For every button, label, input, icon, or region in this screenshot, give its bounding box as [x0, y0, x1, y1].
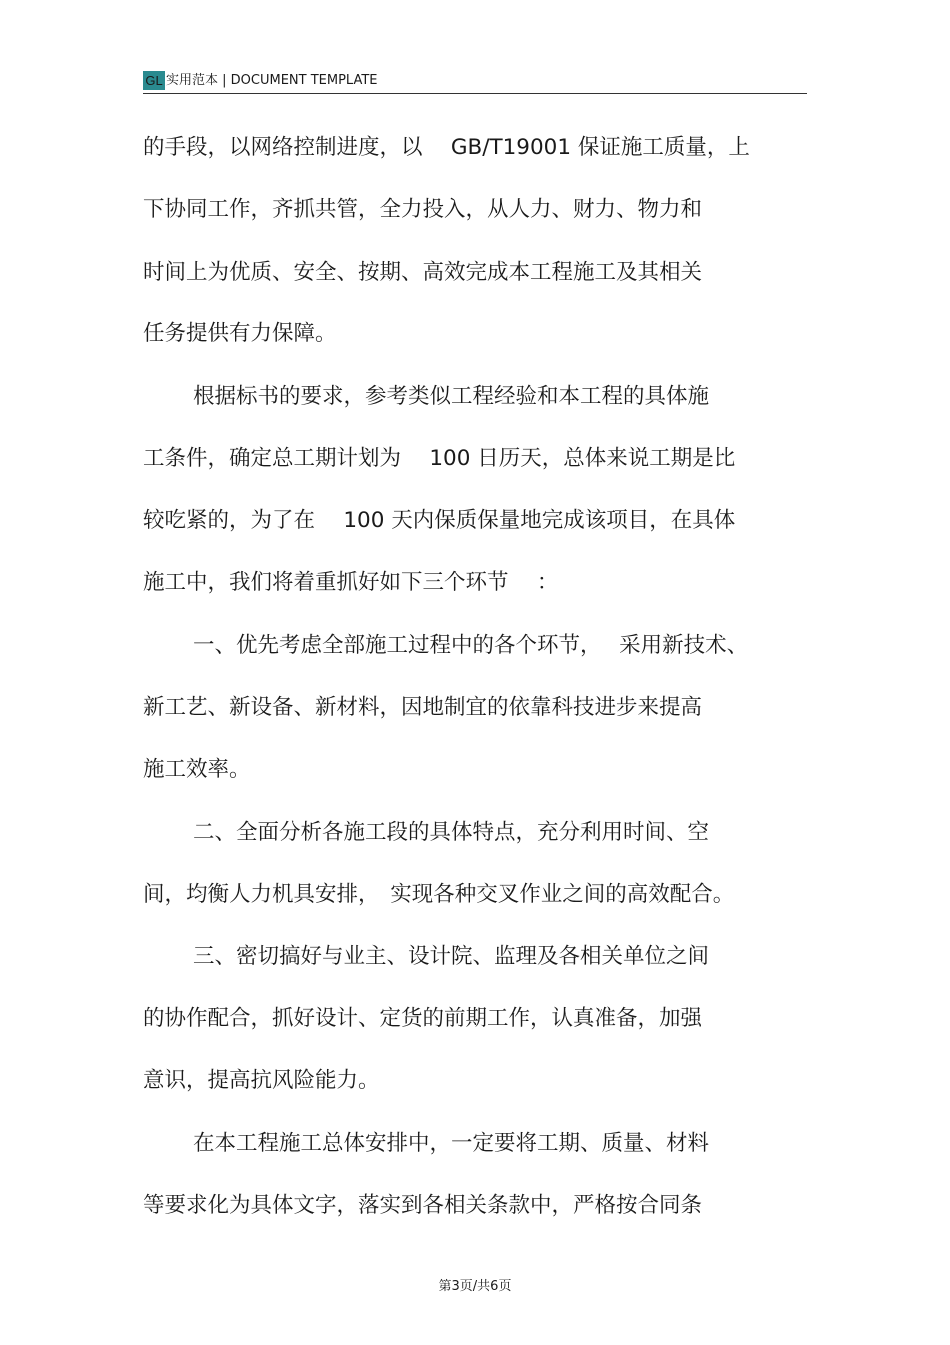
body-line: 新工艺、新设备、新材料，因地制宜的依靠科技进步来提高	[143, 695, 703, 720]
body-line: 二、全面分析各施工段的具体特点，充分利用时间、空	[193, 820, 710, 845]
body-line: 的协作配合，抓好设计、定货的前期工作，认真准备，加强	[143, 1006, 703, 1031]
body-line: 时间上为优质、安全、按期、高效完成本工程施工及其相关	[143, 260, 703, 285]
body-line: 较吃紧的，为了在 100 天内保质保量地完成该项目，在具体	[143, 508, 736, 533]
body-line: 意识，提高抗风险能力。	[143, 1068, 380, 1093]
page-number: 第3页/共6页	[438, 1279, 512, 1294]
body-line: 施工效率。	[143, 757, 251, 782]
body-line: 的手段，以网络控制进度，以 GB/T19001 保证施工质量，上	[143, 135, 750, 160]
body-line: 等要求化为具体文字，落实到各相关条款中，严格按合同条	[143, 1193, 703, 1218]
body-line: 施工中，我们将着重抓好如下三个环节 ：	[143, 570, 559, 595]
header-title: 实用范本 | DOCUMENT TEMPLATE	[166, 73, 378, 88]
body-line: 任务提供有力保障。	[143, 321, 337, 346]
body-line: 在本工程施工总体安排中，一定要将工期、质量、材料	[193, 1131, 710, 1156]
body-line: 间，均衡人力机具安排， 实现各种交叉作业之间的高效配合。	[143, 882, 735, 907]
body-line: 工条件，确定总工期计划为 100 日历天，总体来说工期是比	[143, 446, 736, 471]
page-header	[143, 68, 807, 94]
body-line: 下协同工作，齐抓共管，全力投入，从人力、财力、物力和	[143, 197, 703, 222]
body-line: 一、优先考虑全部施工过程中的各个环节， 采用新技术、	[193, 633, 749, 658]
body-line: 根据标书的要求，参考类似工程经验和本工程的具体施	[193, 384, 710, 409]
logo-badge: GL	[143, 71, 165, 90]
body-line: 三、密切搞好与业主、设计院、监理及各相关单位之间	[193, 944, 710, 969]
